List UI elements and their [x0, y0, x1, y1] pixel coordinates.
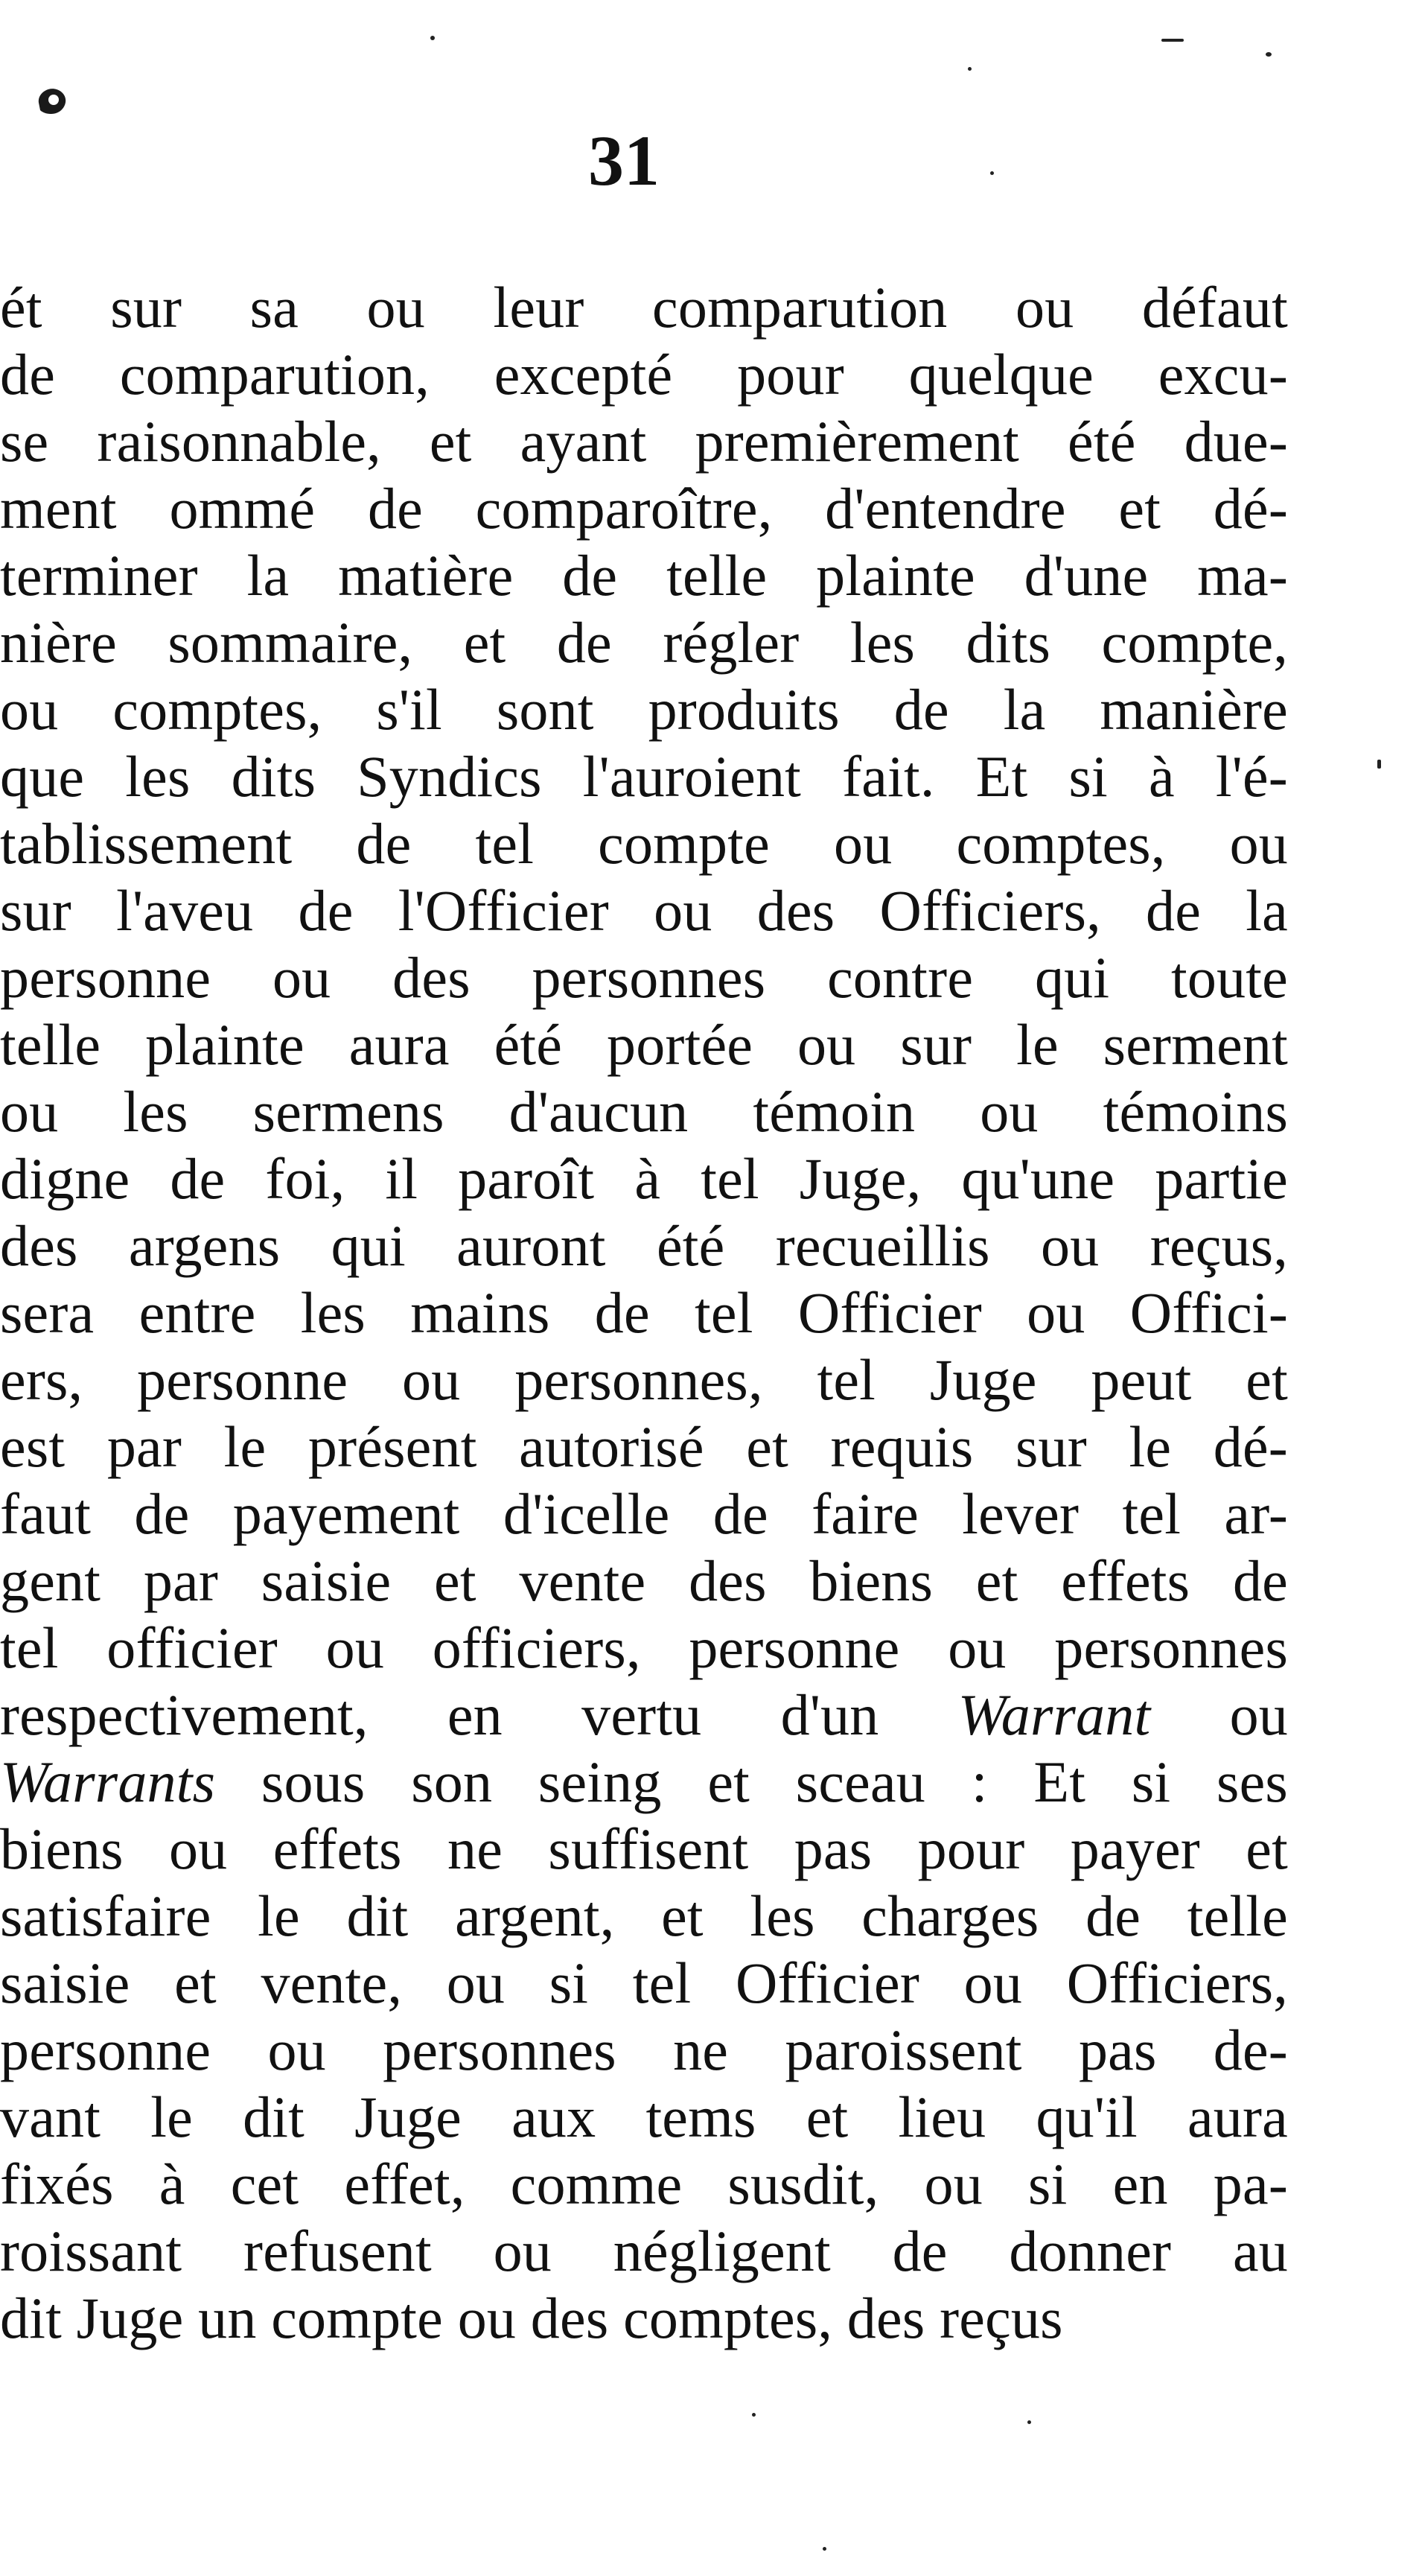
text-line	[0, 2218, 1288, 2285]
text-segment: tel officier ou officiers, personne ou personnes	[0, 1615, 1288, 1680]
text-line	[0, 1548, 1288, 1615]
body-text	[0, 274, 1288, 2352]
text-segment: digne de foi, il paroît à tel Juge, qu'une partie	[0, 1146, 1288, 1211]
speck-mark	[990, 171, 994, 175]
text-line	[0, 810, 1288, 877]
text-segment: faut de payement d'icelle de faire lever tel ar-	[0, 1481, 1288, 1546]
text-segment: dit Juge un compte ou des comptes, des reçus	[0, 2286, 1063, 2350]
text-line	[0, 2017, 1288, 2084]
text-line	[0, 1413, 1288, 1481]
italic-term: Warrant	[957, 1682, 1151, 1747]
text-segment: est par le présent autorisé et requis sur le dé-	[0, 1414, 1288, 1479]
text-segment: saisie et vente, ou si tel Officier ou Officiers,	[0, 1950, 1288, 2015]
text-line	[0, 1883, 1288, 1950]
text-segment: personne ou des personnes contre qui toute	[0, 945, 1288, 1010]
speck-mark	[1266, 52, 1272, 57]
text-segment: ment ommé de comparoître, d'entendre et dé-	[0, 476, 1288, 541]
text-segment: ou	[1150, 1682, 1288, 1747]
text-line	[0, 408, 1288, 475]
text-segment: biens ou effets ne suffisent pas pour payer et	[0, 1816, 1288, 1881]
text-segment: sous son seing et sceau : Et si ses	[215, 1749, 1288, 1814]
text-segment: ét sur sa ou leur comparution ou défaut	[0, 275, 1288, 340]
italic-term: Warrants	[0, 1749, 216, 1814]
text-segment: ou comptes, s'il sont produits de la manière	[0, 677, 1288, 742]
text-line	[0, 542, 1288, 609]
text-segment: que les dits Syndics l'auroient fait. Et si à l'é-	[0, 744, 1288, 809]
text-line	[0, 1615, 1288, 1682]
text-line	[0, 475, 1288, 542]
text-line	[0, 1749, 1288, 1816]
text-line	[0, 1481, 1288, 1548]
text-line	[0, 1279, 1288, 1346]
speck-mark	[1027, 2420, 1031, 2424]
text-segment: gent par saisie et vente des biens et effets de	[0, 1548, 1288, 1613]
text-segment: ers, personne ou personnes, tel Juge peut et	[0, 1347, 1288, 1412]
text-line	[0, 609, 1288, 676]
text-segment: fixés à cet effet, comme susdit, ou si en pa-	[0, 2152, 1288, 2216]
text-segment: des argens qui auront été recueillis ou reçus,	[0, 1213, 1288, 1278]
text-segment: sur l'aveu de l'Officier ou des Officiers, de la	[0, 878, 1288, 943]
speck-mark	[1161, 39, 1184, 42]
text-line	[0, 341, 1288, 408]
text-segment: de comparution, excepté pour quelque excu-	[0, 342, 1288, 407]
page-number: 31	[588, 121, 660, 200]
text-segment: ou les sermens d'aucun témoin ou témoins	[0, 1079, 1288, 1144]
speck-mark	[1377, 760, 1381, 769]
text-segment: personne ou personnes ne paroissent pas de-	[0, 2017, 1288, 2082]
text-line	[0, 2084, 1288, 2151]
text-segment: nière sommaire, et de régler les dits compte,	[0, 610, 1288, 675]
text-segment: roissant refusent ou négligent de donner au	[0, 2219, 1288, 2283]
text-line	[0, 1011, 1288, 1078]
speck-mark	[752, 2413, 756, 2417]
text-line	[0, 1950, 1288, 2017]
speck-mark	[430, 36, 435, 40]
text-line	[0, 2285, 1288, 2352]
text-segment: se raisonnable, et ayant premièrement été due-	[0, 409, 1288, 474]
text-segment: tablissement de tel compte ou comptes, ou	[0, 811, 1288, 876]
text-line	[0, 1816, 1288, 1883]
text-line	[0, 1145, 1288, 1212]
text-segment: telle plainte aura été portée ou sur le serment	[0, 1012, 1288, 1077]
ink-blot-icon	[31, 80, 73, 122]
text-segment: sera entre les mains de tel Officier ou Offici-	[0, 1280, 1288, 1345]
text-line	[0, 1078, 1288, 1145]
text-segment: vant le dit Juge aux tems et lieu qu'il aura	[0, 2084, 1288, 2149]
text-line	[0, 2151, 1288, 2218]
text-line	[0, 877, 1288, 944]
text-line	[0, 1346, 1288, 1413]
text-line	[0, 274, 1288, 341]
text-segment: terminer la matière de telle plainte d'une ma-	[0, 543, 1288, 608]
text-line	[0, 743, 1288, 810]
speck-mark	[823, 2547, 826, 2551]
text-line	[0, 1682, 1288, 1749]
speck-mark	[968, 67, 972, 71]
text-line	[0, 944, 1288, 1011]
text-line	[0, 1212, 1288, 1279]
text-line	[0, 676, 1288, 743]
text-segment: satisfaire le dit argent, et les charges de telle	[0, 1883, 1288, 1948]
text-segment: respectivement, en vertu d'un	[0, 1682, 958, 1747]
